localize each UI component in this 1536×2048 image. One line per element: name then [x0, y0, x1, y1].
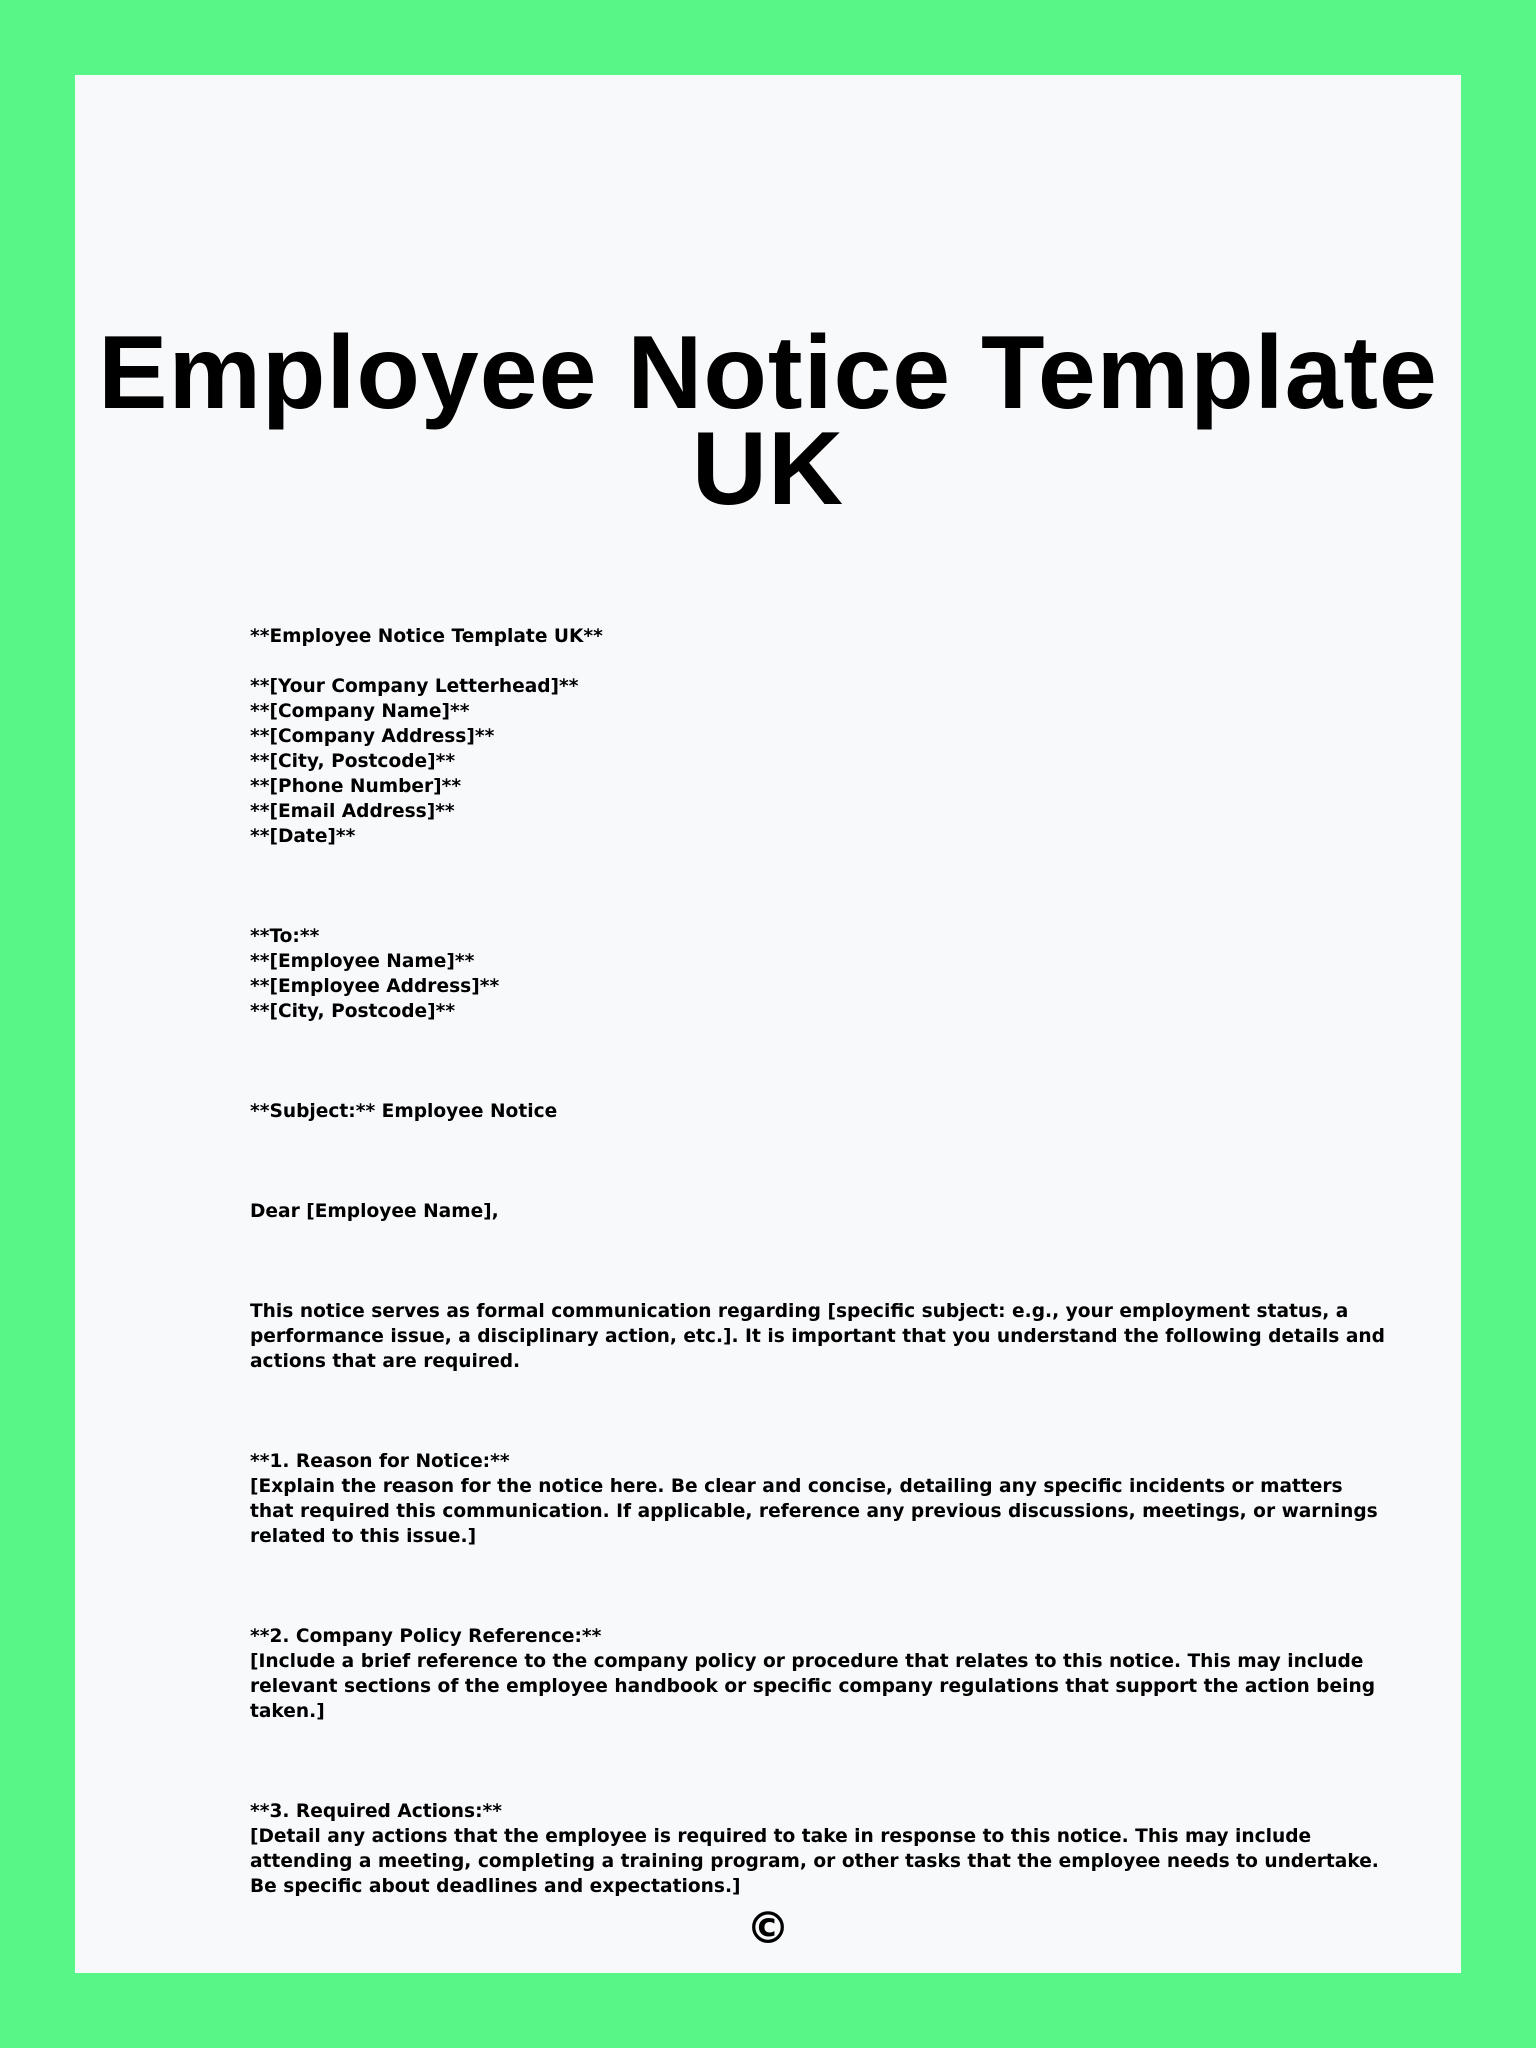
document-title: Employee Notice Template UK — [98, 315, 1438, 527]
recipient-line: **[Employee Name]** — [250, 951, 475, 972]
paragraph-line: taken.] — [250, 1701, 325, 1722]
document-page — [75, 75, 1461, 1973]
salutation: Dear [Employee Name], — [250, 1201, 499, 1222]
paragraph-line: [Detail any actions that the employee is required to take in response to this notice. This may include — [250, 1826, 1312, 1847]
letterhead-line: **[City, Postcode]** — [250, 751, 456, 772]
paragraph-line: [Explain the reason for the notice here. Be clear and concise, detailing any specific incidents or matters — [250, 1476, 1343, 1497]
paragraph-line: related to this issue.] — [250, 1526, 477, 1547]
letterhead-line: **[Your Company Letterhead]** — [250, 676, 579, 697]
paragraph-line: Be specific about deadlines and expectations.] — [250, 1876, 741, 1897]
recipient-line: **[City, Postcode]** — [250, 1001, 456, 1022]
section-policy-reference — [250, 1624, 1376, 1724]
intro-paragraph — [250, 1299, 1385, 1374]
letterhead-line: **[Email Address]** — [250, 801, 455, 822]
paragraph-line: actions that are required. — [250, 1351, 521, 1372]
recipient-line: **[Employee Address]** — [250, 976, 500, 997]
paragraph-line: This notice serves as formal communication regarding [specific subject: e.g., your employment status, a — [250, 1301, 1349, 1322]
section-heading: **2. Company Policy Reference:** — [250, 1626, 602, 1647]
paragraph-line: that required this communication. If applicable, reference any previous discussions, meetings, or warnings — [250, 1501, 1378, 1522]
section-reason — [250, 1449, 1378, 1549]
section-required-actions — [250, 1799, 1379, 1899]
paragraph-line: attending a meeting, completing a training program, or other tasks that the employee needs to undertake. — [250, 1851, 1379, 1872]
section-heading: **3. Required Actions:** — [250, 1801, 502, 1822]
copyright-symbol: © — [746, 1903, 790, 1954]
paragraph-line: [Include a brief reference to the company policy or procedure that relates to this notice. This may include — [250, 1651, 1364, 1672]
letterhead-line: **[Phone Number]** — [250, 776, 462, 797]
recipient-block — [250, 924, 1360, 1024]
letterhead-line: **[Company Address]** — [250, 726, 495, 747]
paragraph-line: relevant sections of the employee handbook or specific company regulations that support the action being — [250, 1676, 1376, 1697]
recipient-line: **To:** — [250, 926, 320, 947]
letterhead-line: **[Company Name]** — [250, 701, 470, 722]
letterhead-block — [250, 674, 1360, 849]
document-body — [250, 624, 1385, 1899]
template-heading: **Employee Notice Template UK** — [250, 626, 603, 647]
subject-line: **Subject:** Employee Notice — [250, 1101, 558, 1122]
section-heading: **1. Reason for Notice:** — [250, 1451, 510, 1472]
letterhead-line: **[Date]** — [250, 826, 356, 847]
paragraph-line: performance issue, a disciplinary action, etc.]. It is important that you understand the following details and — [250, 1326, 1385, 1347]
